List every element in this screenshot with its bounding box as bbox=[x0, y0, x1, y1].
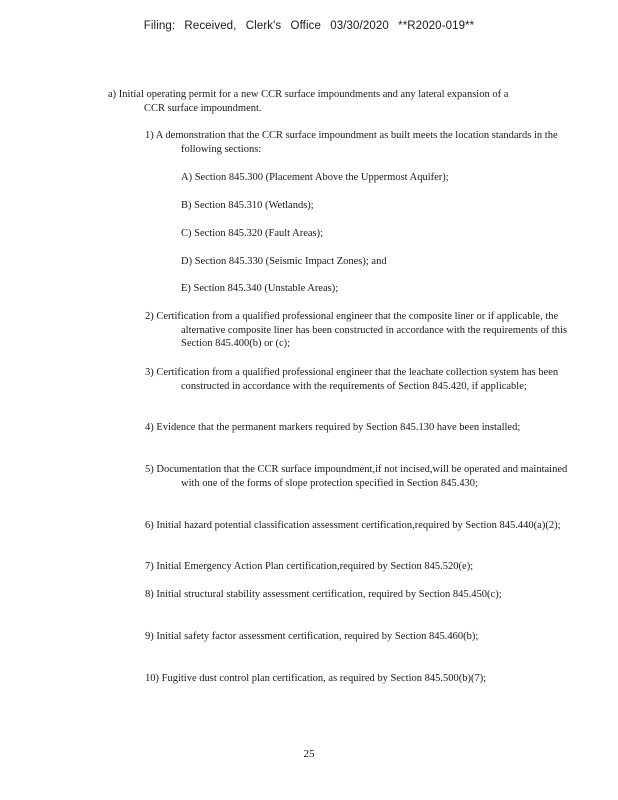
list-item-text: Initial hazard potential classification assessment certification,required by Section 845.440(a)(2); bbox=[156, 520, 561, 531]
list-item-label: 4) bbox=[145, 422, 154, 433]
paragraph-a-text: Initial operating permit for a new CCR surface impoundments and any lateral expansion of a CCR surface impoundment. bbox=[118, 89, 509, 114]
list-item-9 bbox=[145, 630, 581, 644]
sub-item-label: D) bbox=[181, 256, 193, 267]
list-item-2 bbox=[145, 310, 581, 351]
list-item-text: Initial Emergency Action Plan certification,required by Section 845.520(e); bbox=[156, 561, 474, 572]
sub-item-b bbox=[181, 199, 541, 213]
page-number: 25 bbox=[303, 748, 315, 760]
list-item-text: Documentation that the CCR surface impoundment,if not incised,will be operated and maintained with one of the forms of slope protection specified in Section 845.430; bbox=[156, 464, 568, 489]
paragraph-a-label: a) bbox=[108, 89, 117, 100]
sub-item-d bbox=[181, 255, 541, 269]
list-item-label: 2) bbox=[145, 311, 154, 322]
list-item-text: Initial structural stability assessment certification, required by Section 845.450(c); bbox=[156, 589, 502, 600]
paragraph-a bbox=[108, 88, 518, 115]
list-item-label: 9) bbox=[145, 631, 154, 642]
filing-header: Filing: Received, Clerk's Office 03/30/2020 **R2020-019** bbox=[143, 20, 475, 32]
list-item-label: 6) bbox=[145, 520, 154, 531]
list-item-4 bbox=[145, 421, 581, 435]
sub-item-label: B) bbox=[181, 200, 192, 211]
list-item-label: 1) bbox=[145, 130, 154, 141]
list-item-text: Initial safety factor assessment certification, required by Section 845.460(b); bbox=[156, 631, 479, 642]
sub-item-c bbox=[181, 227, 541, 241]
sub-item-e bbox=[181, 282, 541, 296]
list-item-7 bbox=[145, 560, 581, 574]
list-item-8 bbox=[145, 588, 581, 602]
sub-item-text: Section 845.320 (Fault Areas); bbox=[194, 228, 324, 239]
sub-item-text: Section 845.310 (Wetlands); bbox=[194, 200, 314, 211]
list-item-text: Certification from a qualified professional engineer that the leachate collection system has been constructed in accordance with the requirements of Section 845.420, if applicable; bbox=[156, 367, 559, 392]
list-item-label: 7) bbox=[145, 561, 154, 572]
sub-item-text: Section 845.340 (Unstable Areas); bbox=[193, 283, 339, 294]
list-item-6 bbox=[145, 519, 581, 533]
sub-item-text: Section 845.300 (Placement Above the Uppermost Aquifer); bbox=[194, 172, 449, 183]
list-item-text: A demonstration that the CCR surface impoundment as built meets the location standards in the following sections: bbox=[155, 130, 558, 155]
list-item-label: 3) bbox=[145, 367, 154, 378]
list-item-text: Evidence that the permanent markers required by Section 845.130 have been installed; bbox=[156, 422, 521, 433]
list-item-text: Certification from a qualified professional engineer that the composite liner or if applicable, the alternative composite liner has been constructed in accordance with the requirements of this Section 845.400(b) or (c); bbox=[156, 311, 568, 349]
list-item-label: 8) bbox=[145, 589, 154, 600]
sub-item-label: C) bbox=[181, 228, 192, 239]
sub-item-label: E) bbox=[181, 283, 191, 294]
sub-item-a bbox=[181, 171, 541, 185]
list-item-label: 5) bbox=[145, 464, 154, 475]
list-item-text: Fugitive dust control plan certification, as required by Section 845.500(b)(7); bbox=[161, 673, 487, 684]
list-item-10 bbox=[145, 672, 581, 686]
list-item-label: 10) bbox=[145, 673, 159, 684]
list-item-5 bbox=[145, 463, 581, 490]
list-item-1 bbox=[145, 129, 581, 156]
list-item-3 bbox=[145, 366, 581, 393]
sub-item-label: A) bbox=[181, 172, 193, 183]
sub-item-text: Section 845.330 (Seismic Impact Zones); and bbox=[194, 256, 387, 267]
